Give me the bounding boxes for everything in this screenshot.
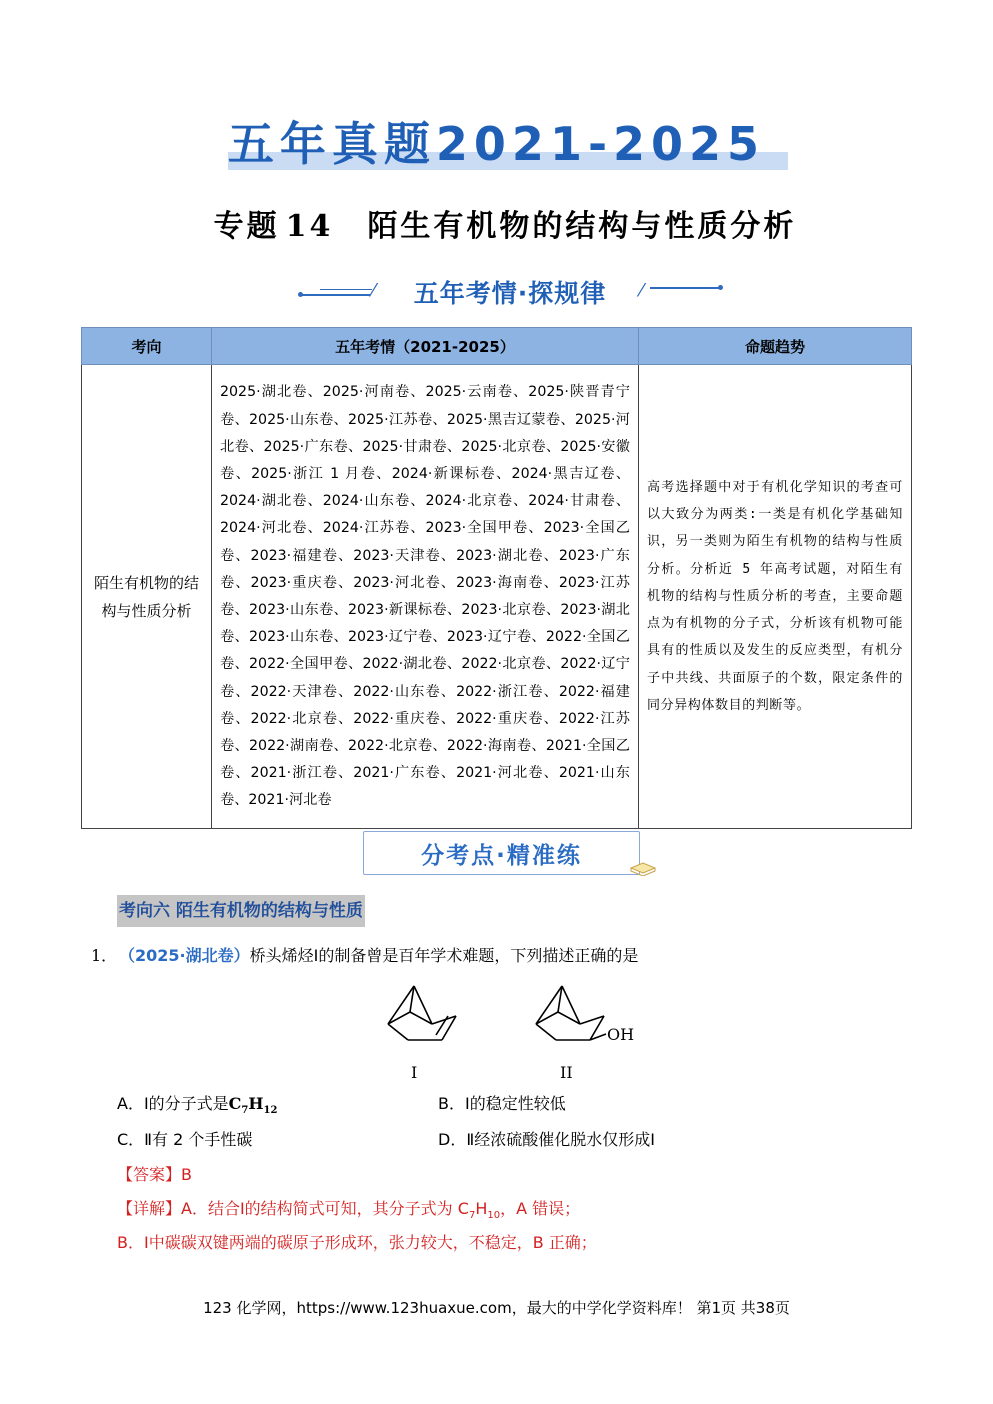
section-banner-trends bbox=[300, 270, 720, 316]
page-banner bbox=[0, 112, 993, 182]
question-text: 桥头烯烃Ⅰ的制备曾是百年学术难题，下列描述正确的是 bbox=[249, 946, 639, 965]
option-a-text: A．Ⅰ的分子式是 bbox=[117, 1094, 229, 1113]
molecule-ii bbox=[536, 986, 606, 1040]
page-footer: 123 化学网，https://www.123huaxue.com，最大的中学化学资料库！ 第1页 共38页 bbox=[203, 1299, 790, 1317]
question-source: （2025·湖北卷） bbox=[119, 946, 250, 965]
option-a bbox=[117, 1092, 277, 1123]
banner-title: 五年真题2021-2025 bbox=[227, 117, 766, 171]
formula-c-sub: 7 bbox=[241, 1105, 249, 1117]
explanation-suffix: ，A 错误； bbox=[500, 1199, 581, 1218]
table-header-cell: 命题趋势 bbox=[639, 328, 912, 365]
molecule-i bbox=[388, 986, 456, 1040]
subject-number: 14 bbox=[285, 209, 334, 244]
table-header-row bbox=[82, 328, 912, 365]
question-number: 1． bbox=[91, 946, 118, 965]
subject-title bbox=[0, 203, 993, 251]
explanation-text: 【详解】A．结合Ⅰ的结构简式可知，其分子式为 C bbox=[117, 1199, 469, 1218]
option-c: C．Ⅱ有 2 个手性碳 bbox=[117, 1130, 253, 1149]
question-stem bbox=[91, 944, 638, 968]
formula-h-sub: 12 bbox=[263, 1105, 278, 1117]
molecule-i-label: I bbox=[411, 1063, 418, 1082]
formula-c: C bbox=[228, 1094, 242, 1113]
explanation-sub: 10 bbox=[487, 1210, 501, 1222]
option-b: B．Ⅰ的稳定性较低 bbox=[438, 1094, 566, 1113]
explanation-line-2: B．Ⅰ中碳碳双键两端的碳原子形成环，张力较大，不稳定，B 正确； bbox=[117, 1233, 597, 1252]
formula-h: H bbox=[248, 1094, 264, 1113]
option-d: D．Ⅱ经浓硫酸催化脱水仅形成Ⅰ bbox=[438, 1130, 655, 1149]
subject-label: 专题 bbox=[213, 209, 280, 244]
trend-cell: 高考选择题中对于有机化学知识的考查可以大致分为两类:一类是有机化学基础知识，另一类则为陌生有机物的结构与性质分析。分析近 5 年高考试题，对陌生有机物的结构与性质分析的考查，主要命题点为有机物的分子式，分析该有机物可能具有的性质以及发生的反应类型，有机分子中共线、共面原子的个数，限定条件的同分异构体数目的判断等。 bbox=[639, 365, 912, 829]
explanation-sub: 7 bbox=[468, 1210, 476, 1222]
section-label-practice: 分考点·精准练 bbox=[421, 843, 582, 869]
table-header-cell: 考向 bbox=[82, 328, 212, 365]
decor-slash-right: ⁄ bbox=[640, 280, 644, 301]
section-label-trends: 五年考情·探规律 bbox=[413, 279, 607, 308]
exam-trend-table bbox=[81, 327, 912, 829]
table-header-cell: 五年考情（2021-2025） bbox=[212, 328, 639, 365]
molecule-structures bbox=[380, 980, 660, 1058]
table-row bbox=[82, 365, 912, 829]
molecule-ii-label: II bbox=[560, 1063, 573, 1082]
section-banner-practice bbox=[363, 831, 640, 875]
explanation-line-1 bbox=[117, 1197, 580, 1228]
years-cell: 2025·湖北卷、2025·河南卷、2025·云南卷、2025·陕晋青宁卷、2025·山东卷、2025·江苏卷、2025·黑吉辽蒙卷、2025·河北卷、2025·广东卷、2025·甘肃卷、2025·北京卷、2025·安徽卷、2025·浙江 1 月卷、2024·新课标卷、2024·黑吉辽卷、2024·湖北卷、2024·山东卷、2024·北京卷、2024·甘肃卷、2024·河北卷、2024·江苏卷、2023·全国甲卷、2023·全国乙卷、2023·福建卷、2023·天津卷、2023·湖北卷、2023·广东卷、2023·重庆卷、2023·河北卷、2023·海南卷、2023·江苏卷、2023·山东卷、2023·新课标卷、2023·北京卷、2023·湖北卷、2023·山东卷、2023·辽宁卷、2023·辽宁卷、2022·全国乙卷、2022·全国甲卷、2022·湖北卷、2022·北京卷、2022·辽宁卷、2022·天津卷、2022·山东卷、2022·浙江卷、2022·福建卷、2022·北京卷、2022·重庆卷、2022·重庆卷、2022·江苏卷、2022·湖南卷、2022·北京卷、2022·海南卷、2021·全国乙卷、2021·浙江卷、2021·广东卷、2021·河北卷、2021·山东卷、2021·河北卷 bbox=[212, 365, 639, 829]
explanation-h: H bbox=[475, 1199, 488, 1218]
topic-heading: 考向六 陌生有机物的结构与性质 bbox=[117, 895, 365, 927]
oh-label: OH bbox=[607, 1025, 635, 1044]
answer-line: 【答案】B bbox=[117, 1165, 192, 1184]
topic-cell: 陌生有机物的结构与性质分析 bbox=[82, 365, 212, 829]
book-icon bbox=[629, 858, 657, 876]
subject-name: 陌生有机物的结构与性质分析 bbox=[367, 209, 797, 244]
decor-slash-left: ⁄ bbox=[372, 280, 376, 301]
